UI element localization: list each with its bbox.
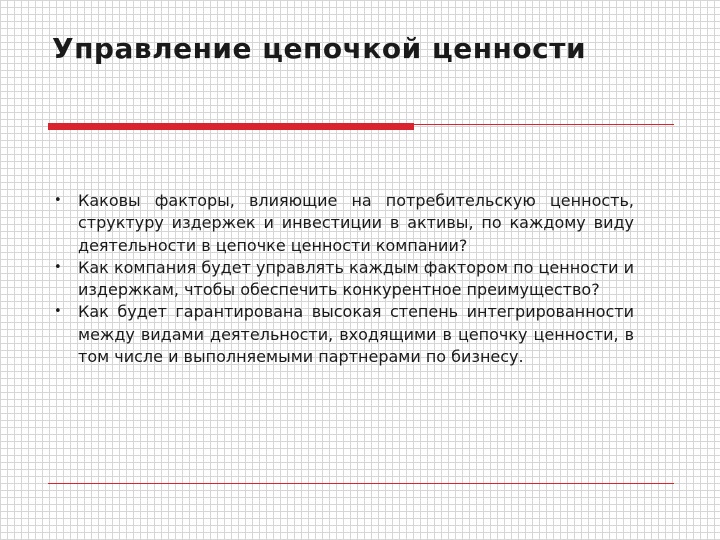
title-divider-line (414, 124, 674, 125)
title-accent-bar (48, 123, 414, 130)
slide-title: Управление цепочкой ценности (52, 32, 587, 65)
bullet-item (50, 301, 634, 368)
bullet-marker: • (54, 259, 62, 275)
bullet-text: Каковы факторы, влияющие на потребительскую ценность, структуру издержек и инвестиции в активы, по каждому виду деятельности в цепочке ценности компании? (78, 191, 634, 255)
bullet-marker: • (54, 193, 62, 208)
bullet-text: Как будет гарантирована высокая степень интегрированности между видами деятельности, входящими в цепочку ценности, в том числе и выполняемыми партнерами по бизнесу. (78, 302, 634, 367)
bullet-item (50, 190, 634, 257)
footer-divider-line (48, 483, 674, 484)
bullet-list (50, 190, 634, 368)
bullet-text: Как компания будет управлять каждым фактором по ценности и издержкам, чтобы обеспечить конкурентное преимущество? (78, 257, 634, 300)
bullet-marker: • (54, 304, 62, 320)
bullet-item (50, 257, 634, 302)
